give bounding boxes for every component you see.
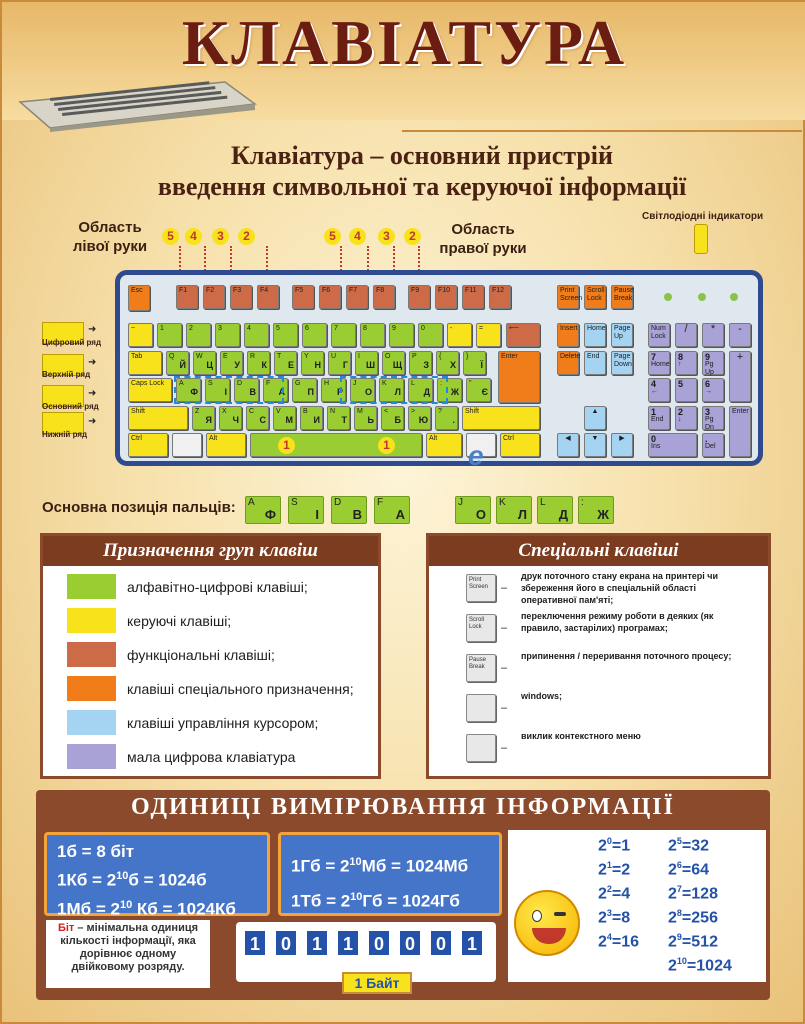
key-f2: F2: [203, 285, 225, 309]
special-key-icon: Pause Break: [466, 654, 496, 682]
key-page-down: Page Down: [611, 351, 633, 375]
key-num: 9 Pg Up: [702, 351, 724, 375]
key-num-enter: Enter: [729, 406, 751, 457]
key-delete: Delete: [557, 351, 579, 375]
key-num: 8 ↑: [675, 351, 697, 375]
key-letter: H Р: [321, 378, 346, 402]
home-position-key: A Ф: [245, 496, 281, 524]
led-indicator-icon: [694, 224, 708, 254]
key-letter: A Ф: [176, 378, 201, 402]
led-icon: [698, 293, 706, 301]
key-letter: G П: [292, 378, 317, 402]
home-position-key: J О: [455, 496, 491, 524]
row-label-upper: Верхній ряд: [42, 370, 91, 379]
dash-icon: –: [501, 662, 508, 674]
key-alt-left: Alt: [206, 433, 246, 457]
key-num: 2 ↓: [675, 406, 697, 430]
bit-cell: 0: [368, 930, 390, 956]
power-of-two: $2^3=8$: [598, 908, 631, 927]
key-letter: E У: [220, 351, 243, 375]
legend-label: керуючі клавіші;: [127, 613, 232, 629]
home-position-label: Основна позиція пальців:: [42, 499, 236, 516]
key-f8: F8: [373, 285, 395, 309]
legend-swatch: [67, 574, 116, 599]
key-letter: { Х: [436, 351, 459, 375]
special-key-description: друк поточного стану екрана на принтері чи збереження його в спеціальній області оперативної пам'яті;: [521, 571, 718, 605]
key-ctrl-right: Ctrl: [500, 433, 540, 457]
key-f6: F6: [319, 285, 341, 309]
special-key-icon: Print Screen: [466, 574, 496, 602]
legend-label: клавіші управління курсором;: [127, 715, 319, 731]
key-letter: I Ш: [355, 351, 378, 375]
key-alt-right: Alt: [426, 433, 462, 457]
bit-cell: 0: [430, 930, 452, 956]
finger-badge: 5: [324, 228, 341, 245]
key-tab: Tab: [128, 351, 162, 375]
key-digit: 5: [273, 323, 298, 347]
key-f10: F10: [435, 285, 457, 309]
key-num: 6 →: [702, 378, 724, 402]
units-panel: [36, 790, 770, 1000]
header-divider: [402, 130, 802, 132]
arrow-left-icon: ◀: [557, 433, 579, 457]
key-num: 0 Ins: [648, 433, 697, 457]
legend-swatch: [67, 744, 116, 769]
smiley-icon: [514, 890, 580, 956]
key-esc: Esc: [128, 285, 150, 311]
key-num: . Del: [702, 433, 724, 457]
key-letter: W Ц: [193, 351, 216, 375]
key-letter: O Щ: [382, 351, 405, 375]
led-icon: [664, 293, 672, 301]
key-num-op: /: [675, 323, 697, 347]
legend-swatch: [67, 710, 116, 735]
finger-badge: 5: [162, 228, 179, 245]
key-shift-left: Shift: [128, 406, 188, 430]
key-digit: 4: [244, 323, 269, 347]
key-letter: L Д: [408, 378, 433, 402]
key-letter: M Ь: [354, 406, 377, 430]
key-num: 5: [675, 378, 697, 402]
home-position-key: S І: [288, 496, 324, 524]
key-f12: F12: [489, 285, 511, 309]
bit-cell: 0: [399, 930, 421, 956]
power-of-two: $2^7=128$: [668, 884, 718, 903]
ie-logo-icon: e: [468, 440, 484, 471]
key-num: 7 Home: [648, 351, 670, 375]
key-digit: =: [476, 323, 501, 347]
bit-cell: 1: [244, 930, 266, 956]
key-num: 1 End: [648, 406, 670, 430]
arrow-right-icon: ➜: [88, 416, 97, 427]
key-letter: R К: [247, 351, 270, 375]
power-of-two: $2^6=64$: [668, 860, 710, 879]
key-f11: F11: [462, 285, 484, 309]
finger-badge: 4: [185, 228, 202, 245]
power-of-two: $2^5=32$: [668, 836, 710, 855]
finger-badge: 3: [212, 228, 229, 245]
key-groups-title: Призначення груп клавіш: [43, 536, 378, 566]
row-label-lower: Нижній ряд: [42, 430, 88, 439]
key-insert: Insert: [557, 323, 579, 347]
bit-cell: 1: [306, 930, 328, 956]
key-letter: Z Я: [192, 406, 215, 430]
home-position-key: L Д: [537, 496, 573, 524]
special-key-description: виклик контекстного меню: [521, 731, 641, 741]
key-f5: F5: [292, 285, 314, 309]
power-of-two: $2^0=1$: [598, 836, 631, 855]
key-digit: 9: [389, 323, 414, 347]
key-letter: S І: [205, 378, 230, 402]
key-enter: Enter: [498, 351, 540, 403]
legend-swatch: [67, 642, 116, 667]
bit-cell: 1: [461, 930, 483, 956]
arrow-right-icon: ➜: [88, 388, 97, 399]
legend-label: клавіші спеціального призначення;: [127, 681, 354, 697]
key-backspace: ⟵: [506, 323, 540, 347]
left-hand-area-label: Область лівої руки: [72, 219, 148, 255]
key-letter: J О: [350, 378, 375, 402]
key-home: Home: [584, 323, 606, 347]
key-letter: T Е: [274, 351, 297, 375]
key-windows: [172, 433, 202, 457]
key-letter: Q Й: [166, 351, 189, 375]
key-f4: F4: [257, 285, 279, 309]
key-f9: F9: [408, 285, 430, 309]
home-position-key: F А: [374, 496, 410, 524]
key-f7: F7: [346, 285, 368, 309]
keyboard-illustration: [10, 72, 260, 132]
legend-swatch: [67, 676, 116, 701]
key-letter: P З: [409, 351, 432, 375]
legend-swatch: [67, 608, 116, 633]
special-key-description: windows;: [521, 691, 562, 701]
bit-cell: 0: [275, 930, 297, 956]
legend-label: функціональні клавіші;: [127, 647, 275, 663]
key-letter: D В: [234, 378, 259, 402]
key-letter: } Ї: [463, 351, 486, 375]
finger-badge: 4: [349, 228, 366, 245]
home-keys-right-frame: [340, 376, 448, 404]
key-digit: 0: [418, 323, 443, 347]
bit-definition: Біт – мінімальна одиниця кількості інформації, яка дорівнює одному двійковому розряду.: [46, 920, 210, 988]
key-num-op: *: [702, 323, 724, 347]
key-digit: -: [447, 323, 472, 347]
home-keys-left-frame: [174, 376, 284, 404]
key-letter: " Є: [466, 378, 491, 402]
arrow-up-icon: ▲: [584, 406, 606, 430]
key-letter: K Л: [379, 378, 404, 402]
units-box-bytes: 1б = 8 біт $1Кб = 2^{10}б = 1024б$ $1Мб = 2^{10}$ Кб = 1024Кб: [44, 832, 270, 916]
power-of-two: $2^1=2$: [598, 860, 631, 879]
key-letter: : Ж: [437, 378, 462, 402]
arrow-right-icon: ➜: [88, 357, 97, 368]
thumb-badge: 1: [378, 437, 395, 454]
key-letter: C С: [246, 406, 269, 430]
key-digit: ~: [128, 323, 153, 347]
legend-label: алфавітно-цифрові клавіші;: [127, 579, 308, 595]
key-end: End: [584, 351, 606, 375]
key-digit: 2: [186, 323, 211, 347]
arrow-right-icon: ➜: [88, 324, 97, 335]
right-hand-area-label: Область правої руки: [439, 221, 527, 257]
row-label-home: Основний ряд: [42, 402, 99, 411]
arrow-right-icon: ▶: [611, 433, 633, 457]
key-digit: 6: [302, 323, 327, 347]
key-digit: 7: [331, 323, 356, 347]
special-keys-title: Спеціальні клавіші: [429, 536, 768, 566]
arrow-down-icon: ▼: [584, 433, 606, 457]
dash-icon: –: [501, 702, 508, 714]
key-letter: Y Н: [301, 351, 324, 375]
finger-badge: 2: [404, 228, 421, 245]
key-pause: Pause Break: [611, 285, 633, 309]
key-groups-panel: [40, 533, 381, 779]
key-num-plus: +: [729, 351, 751, 402]
special-key-icon: Scroll Lock: [466, 614, 496, 642]
finger-badge: 3: [378, 228, 395, 245]
home-position-key: : Ж: [578, 496, 614, 524]
special-key-icon: [466, 694, 496, 722]
special-key-description: припинення / переривання поточного процесу;: [521, 651, 732, 661]
dash-icon: –: [501, 622, 508, 634]
led-icon: [730, 293, 738, 301]
legend-label: мала цифрова клавіатура: [127, 749, 296, 765]
units-title: ОДИНИЦІ ВИМІРЮВАННЯ ІНФОРМАЦІЇ: [131, 794, 675, 820]
key-num: 3 Pg Dn: [702, 406, 724, 430]
key-shift-right: Shift: [462, 406, 540, 430]
key-f1: F1: [176, 285, 198, 309]
key-letter: > Ю: [408, 406, 431, 430]
key-letter: X Ч: [219, 406, 242, 430]
bit-cell: 1: [337, 930, 359, 956]
key-scroll-lock: Scroll Lock: [584, 285, 606, 309]
dash-icon: –: [501, 582, 508, 594]
key-digit: 3: [215, 323, 240, 347]
finger-badge: 2: [238, 228, 255, 245]
key-digit: 1: [157, 323, 182, 347]
power-of-two: $2^{10}=1024$: [668, 956, 732, 975]
key-num-op: -: [729, 323, 751, 347]
key-f3: F3: [230, 285, 252, 309]
dash-icon: –: [501, 742, 508, 754]
key-letter: V М: [273, 406, 296, 430]
page-title: КЛАВІАТУРА: [181, 7, 628, 78]
byte-label: 1 Байт: [342, 972, 412, 994]
key-page-up: Page Up: [611, 323, 633, 347]
home-position-key: D В: [331, 496, 367, 524]
row-label-digit: Цифровий ряд: [42, 338, 102, 347]
key-num-lock: Num Lock: [648, 323, 670, 347]
key-ctrl-left: Ctrl: [128, 433, 168, 457]
key-letter: B И: [300, 406, 323, 430]
power-of-two: $2^4=16$: [598, 932, 640, 951]
key-caps-lock: Caps Lock: [128, 378, 172, 402]
key-num: 4 ←: [648, 378, 670, 402]
page-subtitle: Клавіатура – основний пристрій введення символьної та керуючої інформації: [157, 141, 687, 201]
key-letter: N Т: [327, 406, 350, 430]
key-letter: ? .: [435, 406, 458, 430]
special-key-description: переключення режиму роботи в деяких (як правило, застарілих) програмах;: [521, 611, 714, 633]
special-keys-panel: [426, 533, 771, 779]
power-of-two: $2^2=4$: [598, 884, 631, 903]
thumb-badge: 1: [278, 437, 295, 454]
power-of-two: $2^8=256$: [668, 908, 718, 927]
key-print-screen: Print Screen: [557, 285, 579, 309]
key-letter: < Б: [381, 406, 404, 430]
leds-label: Світлодіодні індикатори: [642, 211, 764, 222]
key-space: [250, 433, 422, 457]
key-letter: U Г: [328, 351, 351, 375]
special-key-icon: [466, 734, 496, 762]
key-letter: F А: [263, 378, 288, 402]
units-box-gigabytes: $1Гб = 2^{10}Мб = 1024Мб$ $1Тб = 2^{10}Гб = 1024Гб$: [278, 832, 502, 916]
power-of-two: $2^9=512$: [668, 932, 718, 951]
keyboard-diagram: [115, 270, 763, 466]
key-digit: 8: [360, 323, 385, 347]
home-position-key: K Л: [496, 496, 532, 524]
